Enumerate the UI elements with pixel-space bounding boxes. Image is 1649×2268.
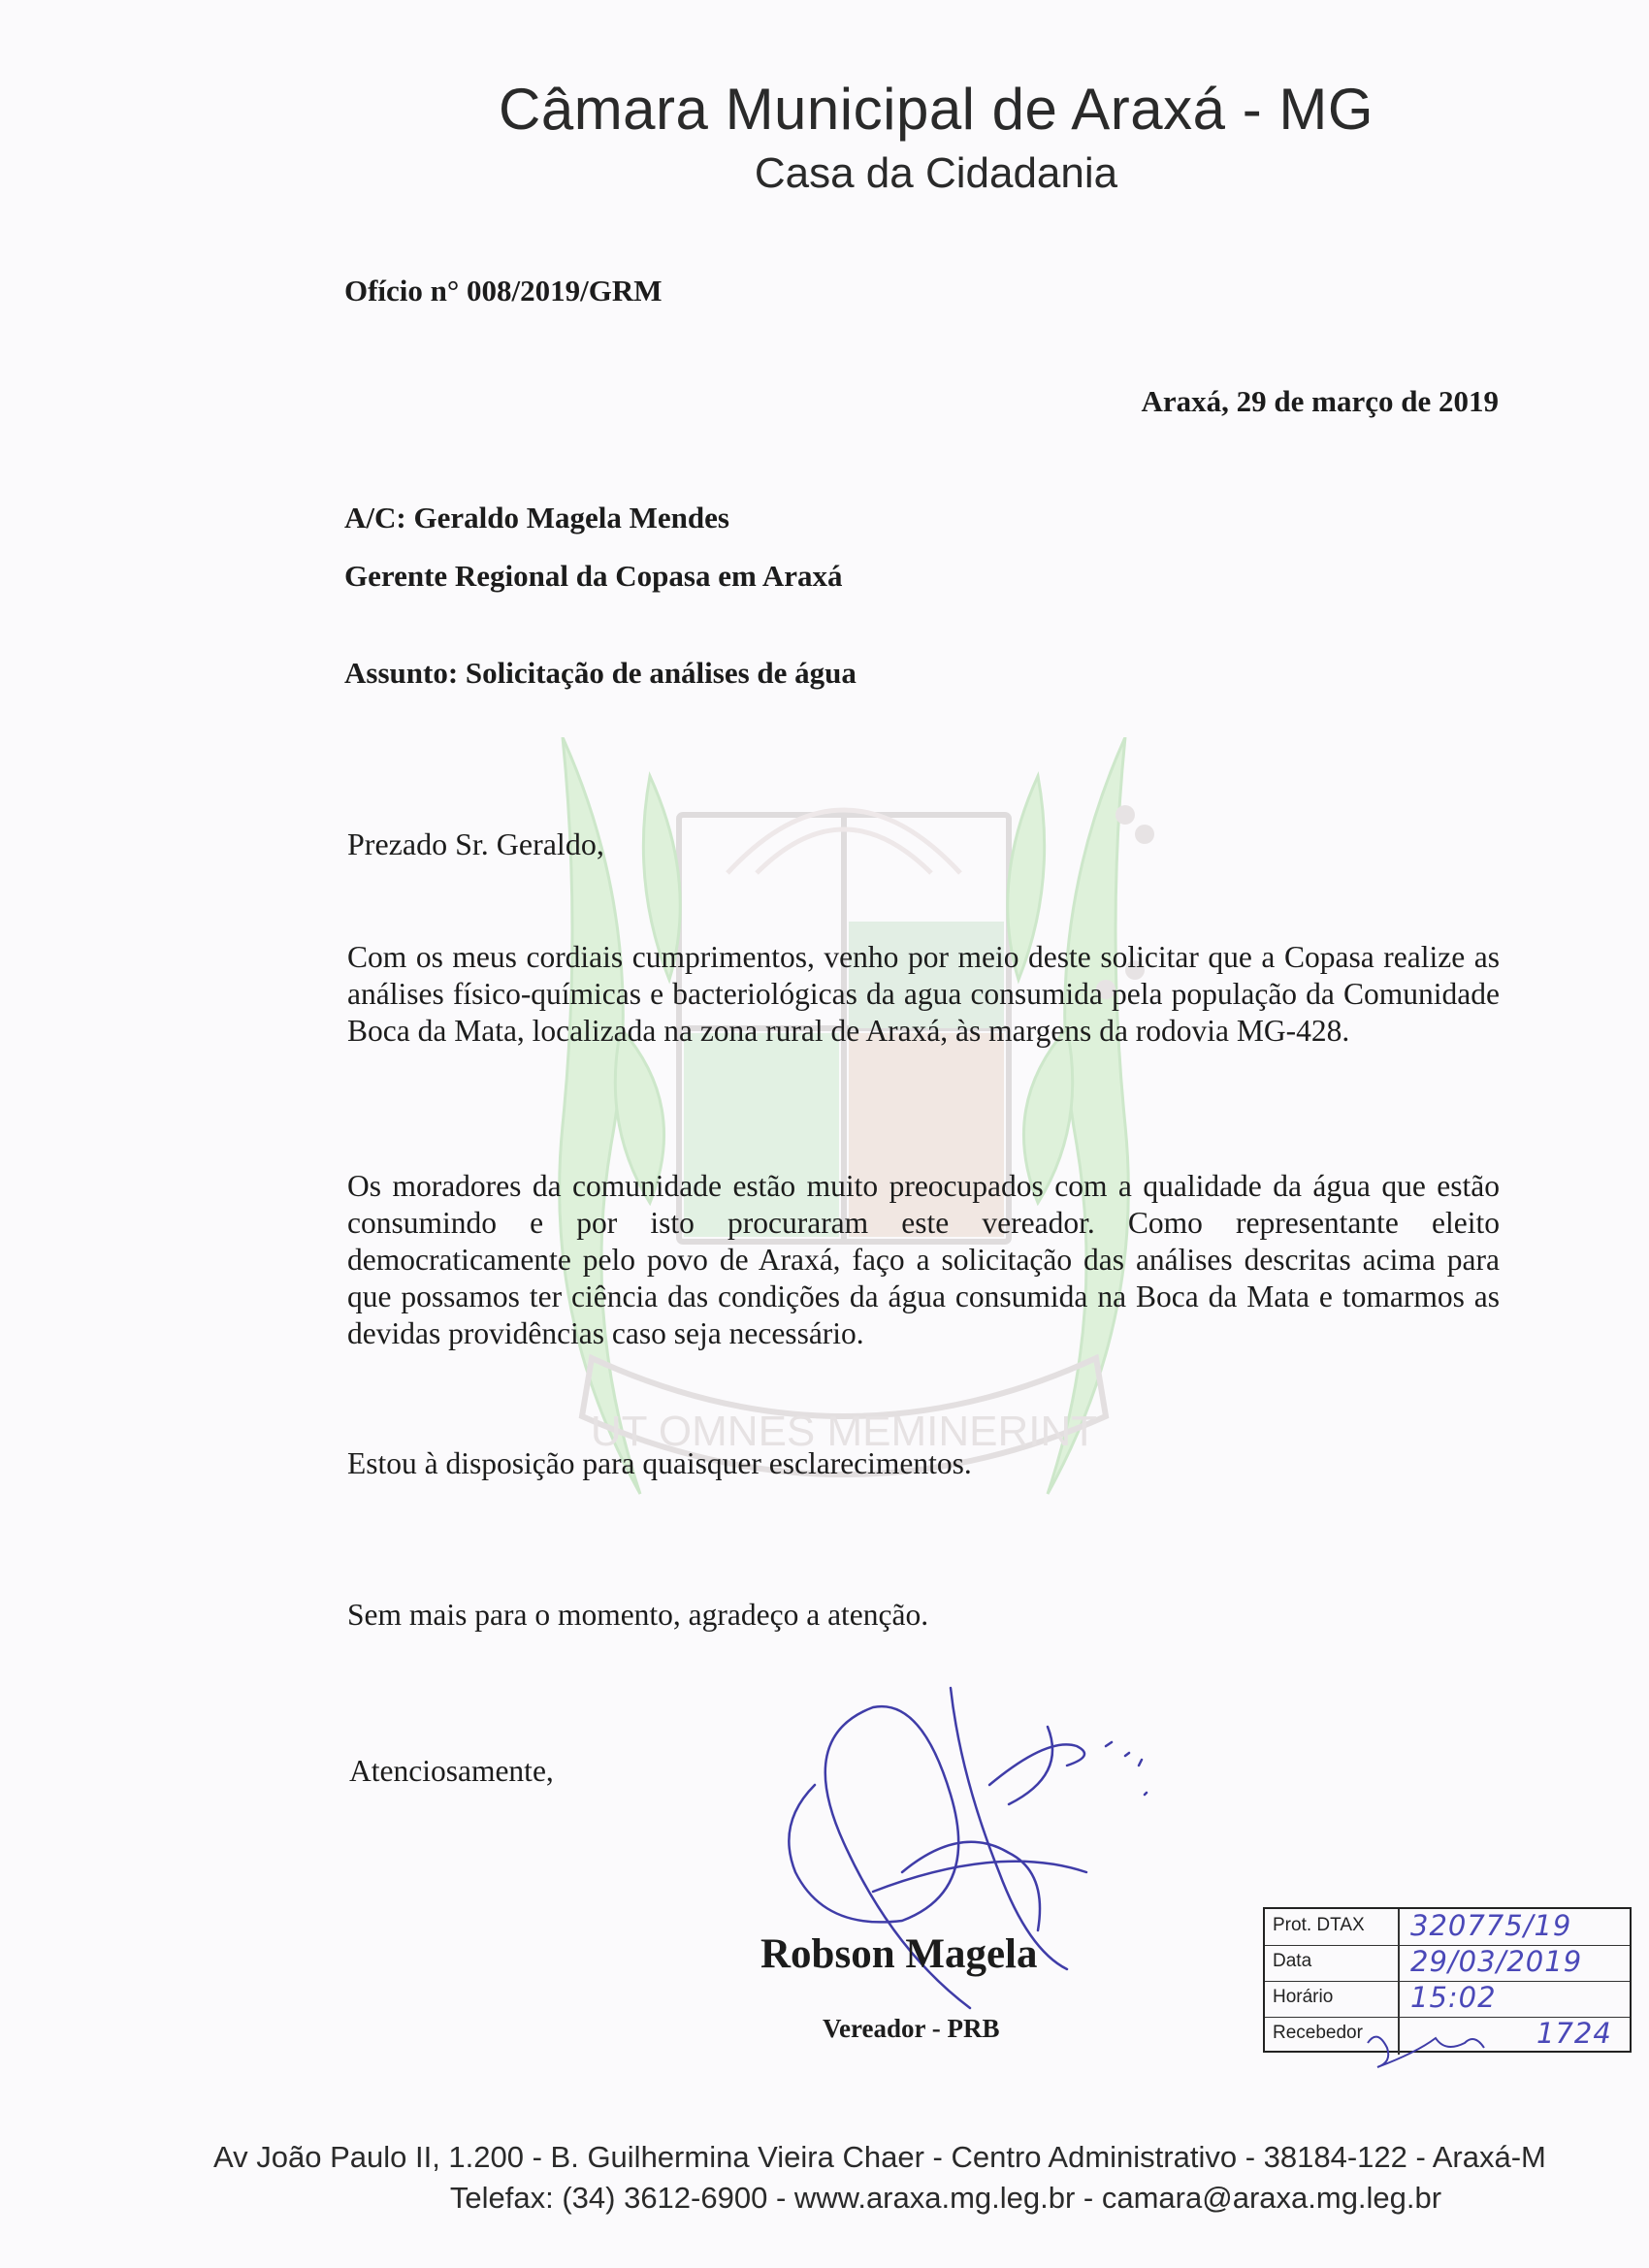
stamp-label: Recebedor [1273,2023,1363,2043]
closing: Atenciosamente, [349,1754,554,1788]
subject-line: Assunto: Solicitação de análises de água [344,656,857,690]
greeting: Prezado Sr. Geraldo, [347,826,604,861]
paragraph-availability: Estou à disposição para quaisquer esclarecimentos. [347,1446,972,1480]
paragraph-request: Com os meus cordiais cumprimentos, venho por meio deste solicitar que a Copasa realize as análises físico-químicas e bacteriológicas da agua consumida pela população da Comunidade Boca da Mata, localizada na zona rural de Araxá, às margens da rodovia MG-428. [347,940,1500,1048]
paragraph-thanks: Sem mais para o momento, agradeço a atenção. [347,1598,929,1632]
footer-address: Av João Paulo II, 1.200 - B. Guilhermina Vieira Chaer - Centro Administrativo - 38184-122 - Araxá-M [213,2140,1546,2174]
stamp-row-time [1265,1981,1630,2018]
stamp-label: Horário [1273,1987,1334,2007]
letter-date: Araxá, 29 de março de 2019 [1141,384,1499,418]
stamp-label: Prot. DTAX [1273,1915,1365,1935]
recipient-name: A/C: Geraldo Magela Mendes [344,501,729,535]
stamp-row-protocol [1265,1909,1630,1946]
stamp-value: 15:02 [1410,1981,1497,2014]
oficio-number: Ofício n° 008/2019/GRM [344,274,663,308]
signer-role: Vereador - PRB [823,2014,1000,2043]
stamp-value: 320775/19 [1410,1909,1572,1942]
paragraph-context: Os moradores da comunidade estão muito preocupados com a qualidade da água que estão consumindo e por isto procuraram este vereador. Como representante eleito democraticamente pelo povo de Araxá, faço a solicitação das análises descritas acima para que possamos ter ciência das condições da água consumida na Boca da Mata e tomarmos as devidas providências caso seja necessário. [347,1169,1500,1350]
chamber-subtitle: Casa da Cidadania [754,149,1118,197]
footer-contact: Telefax: (34) 3612-6900 - www.araxa.mg.leg.br - camara@araxa.mg.leg.br [449,2181,1442,2215]
recipient-role: Gerente Regional da Copasa em Araxá [344,559,843,593]
stamp-value: 29/03/2019 [1410,1945,1583,1978]
stamp-value: 1724 [1536,2017,1612,2050]
receiver-signature [1358,2024,1513,2082]
chamber-title: Câmara Municipal de Araxá - MG [499,77,1374,142]
crest-motto: UT OMNES MEMINERINT [590,1408,1098,1455]
stamp-row-date [1265,1945,1630,1982]
signer-name: Robson Magela [760,1931,1038,1977]
stamp-label: Data [1273,1951,1312,1971]
